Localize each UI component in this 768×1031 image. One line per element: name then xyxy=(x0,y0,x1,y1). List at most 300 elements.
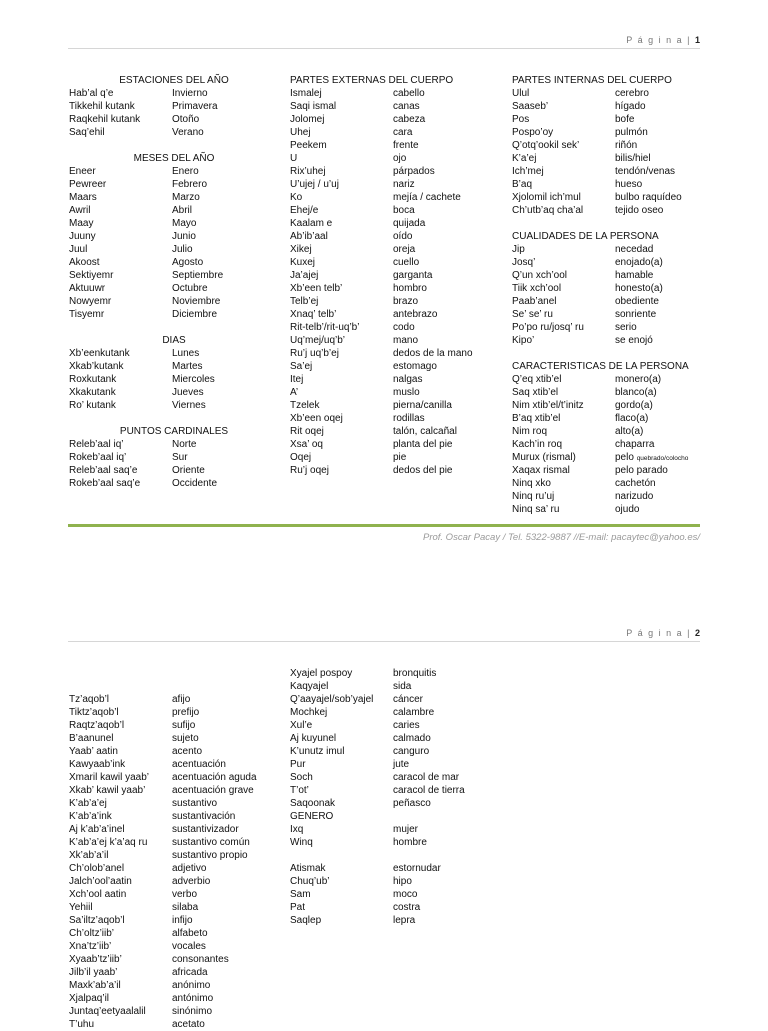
spanish-translation xyxy=(172,477,217,490)
spanish-translation xyxy=(393,321,415,334)
qeqchi-term: Q’aayajel/sob’yajel xyxy=(290,694,374,705)
vocab-row xyxy=(290,191,500,204)
spanish-translation xyxy=(172,992,213,1005)
page-number: 1 xyxy=(694,35,700,45)
qeqchi-term: Jip xyxy=(512,244,525,255)
vocab-row xyxy=(69,204,279,217)
translation-text: serio xyxy=(615,322,637,333)
translation-text: oreja xyxy=(393,244,416,255)
spanish-translation xyxy=(172,966,208,979)
spanish-translation xyxy=(393,334,418,347)
spanish-translation xyxy=(172,784,254,797)
qeqchi-term: Saqlep xyxy=(290,915,322,926)
translation-text: nariz xyxy=(393,179,415,190)
spanish-translation xyxy=(615,139,637,152)
qeqchi-term: Xkakutank xyxy=(69,387,116,398)
spanish-translation xyxy=(172,399,206,412)
spanish-translation xyxy=(172,464,205,477)
qeqchi-term: Uq’mej/uq’b’ xyxy=(290,335,346,346)
spanish-translation xyxy=(393,464,453,477)
vocab-row xyxy=(69,308,279,321)
spanish-translation xyxy=(172,217,196,230)
qeqchi-term: Xaqax rismal xyxy=(512,465,570,476)
qeqchi-term: K’ab’a’ink xyxy=(69,811,112,822)
qeqchi-term: Pewreer xyxy=(69,179,107,190)
spanish-translation xyxy=(615,152,651,165)
qeqchi-term: K’unutz imul xyxy=(290,746,345,757)
spanish-translation xyxy=(615,373,661,386)
qeqchi-term: Releb’aal saq’e xyxy=(69,465,138,476)
spanish-translation xyxy=(172,282,208,295)
spacer xyxy=(290,849,500,862)
qeqchi-term: Ismalej xyxy=(290,88,322,99)
spanish-translation xyxy=(172,875,210,888)
spanish-translation xyxy=(172,810,235,823)
qeqchi-term: Se’ se’ ru xyxy=(512,309,553,320)
qeqchi-term: Xikej xyxy=(290,244,312,255)
spanish-translation xyxy=(393,308,437,321)
vocab-row xyxy=(290,667,500,680)
translation-text: Invierno xyxy=(172,88,208,99)
vocab-row xyxy=(290,217,500,230)
spanish-translation xyxy=(393,412,425,425)
vocab-row xyxy=(69,256,279,269)
qeqchi-term: Juntaq’eetyaalalil xyxy=(69,1006,146,1017)
translation-text: Jueves xyxy=(172,387,204,398)
translation-text: sustantivizador xyxy=(172,824,239,835)
qeqchi-term: Yaab’ aatin xyxy=(69,746,118,757)
qeqchi-term: Josq’ xyxy=(512,257,536,268)
qeqchi-term: Xb’een telb’ xyxy=(290,283,343,294)
spanish-translation xyxy=(393,282,427,295)
spanish-translation xyxy=(172,914,193,927)
spanish-translation xyxy=(615,282,663,295)
page-label: P á g i n a xyxy=(626,628,684,638)
spanish-translation xyxy=(393,784,465,797)
translation-text: Septiembre xyxy=(172,270,224,281)
qeqchi-term: Winq xyxy=(290,837,313,848)
qeqchi-term: A’ xyxy=(290,387,299,398)
translation-text: talón, calcañal xyxy=(393,426,457,437)
vocab-row xyxy=(69,217,279,230)
translation-text: frente xyxy=(393,140,419,151)
translation-text: anónimo xyxy=(172,980,211,991)
qeqchi-term: Q’un xch’ool xyxy=(512,270,568,281)
vocab-row xyxy=(69,693,279,706)
translation-text: cara xyxy=(393,127,413,138)
vocab-row xyxy=(69,1005,279,1018)
translation-text: sujeto xyxy=(172,733,199,744)
qeqchi-term: Rit oqej xyxy=(290,426,324,437)
spanish-translation xyxy=(393,875,412,888)
spanish-translation xyxy=(172,849,248,862)
qeqchi-term: Sa’iltz’aqob’l xyxy=(69,915,125,926)
qeqchi-term: Ninq ru’uj xyxy=(512,491,555,502)
vocab-row xyxy=(69,113,279,126)
qeqchi-term: Itej xyxy=(290,374,304,385)
spanish-translation xyxy=(615,269,653,282)
translation-text: sustantivación xyxy=(172,811,236,822)
qeqchi-term: Xch’ool aatin xyxy=(69,889,127,900)
vocab-row xyxy=(512,139,712,152)
qeqchi-term: Juul xyxy=(69,244,88,255)
translation-text: costra xyxy=(393,902,421,913)
qeqchi-term: Xk’ab’a’il xyxy=(69,850,109,861)
translation-text: afijo xyxy=(172,694,191,705)
spanish-translation xyxy=(172,308,217,321)
spanish-translation xyxy=(615,126,648,139)
qeqchi-term: Jolomej xyxy=(290,114,325,125)
qeqchi-term: Xkab’kutank xyxy=(69,361,124,372)
spanish-translation xyxy=(172,1018,205,1031)
spanish-translation xyxy=(615,178,642,191)
qeqchi-term: Saaseb’ xyxy=(512,101,549,112)
qeqchi-term: Xb’een oqej xyxy=(290,413,343,424)
qeqchi-term: Ru’j uq’b’ej xyxy=(290,348,339,359)
qeqchi-term: Uhej xyxy=(290,127,311,138)
qeqchi-term: Rit-telb’/rit-uq’b’ xyxy=(290,322,360,333)
qeqchi-term: Ninq xko xyxy=(512,478,551,489)
qeqchi-term: Xnaq’ telb’ xyxy=(290,309,337,320)
qeqchi-term: Q’otq’ookil sek’ xyxy=(512,140,580,151)
vocab-row xyxy=(290,308,500,321)
vocab-row xyxy=(69,386,279,399)
vocab-row xyxy=(69,178,279,191)
qeqchi-term: Kaalam e xyxy=(290,218,333,229)
translation-text: Norte xyxy=(172,439,197,450)
vocab-row xyxy=(512,178,712,191)
vocab-row xyxy=(69,347,279,360)
qeqchi-term: Chuq’ub’ xyxy=(290,876,330,887)
vocab-row xyxy=(290,386,500,399)
vocab-row xyxy=(69,719,279,732)
vocab-row xyxy=(290,823,500,836)
vocab-row xyxy=(512,490,712,503)
translation-text: mano xyxy=(393,335,419,346)
vocab-row xyxy=(69,282,279,295)
page-label: P á g i n a xyxy=(626,35,684,45)
vocab-row xyxy=(69,979,279,992)
spanish-translation xyxy=(172,360,203,373)
vocab-row xyxy=(69,940,279,953)
translation-text: cerebro xyxy=(615,88,649,99)
qeqchi-term: Xul’e xyxy=(290,720,313,731)
qeqchi-term: Ulul xyxy=(512,88,530,99)
page-separator: | xyxy=(687,35,691,45)
vocab-row xyxy=(512,438,712,451)
spanish-translation xyxy=(172,204,192,217)
spanish-translation xyxy=(172,451,188,464)
translation-text: bulbo raquídeo xyxy=(615,192,682,203)
spanish-translation xyxy=(393,823,418,836)
translation-text: acetato xyxy=(172,1019,205,1030)
qeqchi-term: Paab’anel xyxy=(512,296,557,307)
spanish-translation xyxy=(393,425,457,438)
qeqchi-term: Awril xyxy=(69,205,91,216)
translation-text: Verano xyxy=(172,127,204,138)
translation-text: sinónimo xyxy=(172,1006,213,1017)
translation-text: pulmón xyxy=(615,127,648,138)
vocab-row xyxy=(512,165,712,178)
translation-text: se enojó xyxy=(615,335,653,346)
translation-text: estomago xyxy=(393,361,437,372)
qeqchi-term: U xyxy=(290,153,298,164)
spanish-translation xyxy=(172,758,226,771)
vocab-row xyxy=(290,732,500,745)
translation-text: bilis/hiel xyxy=(615,153,651,164)
vocab-row xyxy=(512,256,712,269)
spanish-translation xyxy=(615,386,657,399)
translation-text: dedos de la mano xyxy=(393,348,473,359)
spanish-translation xyxy=(393,386,420,399)
qeqchi-term: Nim roq xyxy=(512,426,548,437)
spanish-translation xyxy=(393,178,415,191)
spanish-translation xyxy=(172,347,199,360)
vocab-row xyxy=(69,914,279,927)
translation-text: Agosto xyxy=(172,257,204,268)
translation-text: garganta xyxy=(393,270,433,281)
spanish-translation xyxy=(172,823,239,836)
spanish-translation xyxy=(393,165,435,178)
vocab-row xyxy=(512,113,712,126)
qeqchi-term: Ko xyxy=(290,192,303,203)
qeqchi-term: Ch’oltz’iib’ xyxy=(69,928,115,939)
spanish-translation xyxy=(172,100,218,113)
vocab-row xyxy=(290,152,500,165)
section-heading: ESTACIONES DEL AÑO xyxy=(119,75,229,86)
page-footer: Prof. Oscar Pacay / Tel. 5322-9887 //E-mail: pacaytec@yahoo.es/ xyxy=(422,532,700,543)
qeqchi-term: Pospo’oy xyxy=(512,127,554,138)
grammar-terms-column xyxy=(69,693,279,1031)
vocab-row xyxy=(69,165,279,178)
internal-body-qualities-column xyxy=(512,74,712,516)
spanish-translation xyxy=(393,230,412,243)
vocab-row xyxy=(69,875,279,888)
translation-text: Marzo xyxy=(172,192,200,203)
vocab-row xyxy=(290,295,500,308)
qeqchi-term: Xjolomil ich’mul xyxy=(512,192,581,203)
spanish-translation xyxy=(172,243,193,256)
vocab-row xyxy=(69,771,279,784)
vocab-row xyxy=(290,680,500,693)
spanish-translation xyxy=(393,693,423,706)
spanish-translation xyxy=(393,399,452,412)
translation-text: gordo(a) xyxy=(615,400,653,411)
vocab-row xyxy=(69,464,279,477)
spanish-translation xyxy=(615,113,634,126)
qeqchi-term: Xyajel pospoy xyxy=(290,668,353,679)
translation-text: blanco(a) xyxy=(615,387,657,398)
qeqchi-term: Xb’eenkutank xyxy=(69,348,130,359)
qeqchi-term: Ich’mej xyxy=(512,166,544,177)
spanish-translation xyxy=(393,745,429,758)
vocab-row xyxy=(290,399,500,412)
qeqchi-term: Aktuuwr xyxy=(69,283,106,294)
qeqchi-term: Maxk’ab’a’il xyxy=(69,980,121,991)
qeqchi-term: Xjalpaq’il xyxy=(69,993,110,1004)
translation-text: cabello xyxy=(393,88,425,99)
spanish-translation xyxy=(393,706,434,719)
translation-text: alfabeto xyxy=(172,928,208,939)
qeqchi-term: Yehiil xyxy=(69,902,93,913)
seasons-months-days-column xyxy=(69,74,279,490)
spanish-translation xyxy=(172,230,196,243)
vocab-row xyxy=(69,862,279,875)
spanish-translation xyxy=(615,399,653,412)
translation-text: infijo xyxy=(172,915,193,926)
spanish-translation xyxy=(393,862,441,875)
vocab-row xyxy=(69,191,279,204)
spanish-translation xyxy=(393,732,431,745)
section-heading: CUALIDADES DE LA PERSONA xyxy=(512,231,659,242)
translation-text: codo xyxy=(393,322,415,333)
vocab-row xyxy=(290,771,500,784)
translation-text: consonantes xyxy=(172,954,229,965)
spanish-translation xyxy=(393,360,437,373)
spanish-translation xyxy=(615,490,653,503)
qeqchi-term: Ehej/e xyxy=(290,205,319,216)
qeqchi-term: Tikkehil kutank xyxy=(69,101,135,112)
spanish-translation xyxy=(393,256,419,269)
illness-misc-terms-column xyxy=(290,667,500,927)
translation-text: necedad xyxy=(615,244,654,255)
translation-text: pelo parado xyxy=(615,465,668,476)
spacer xyxy=(69,139,279,152)
section-heading: PUNTOS CARDINALES xyxy=(119,426,229,437)
qeqchi-term: Aj k’ab’a’inel xyxy=(69,824,125,835)
spanish-translation xyxy=(393,243,415,256)
translation-text: párpados xyxy=(393,166,435,177)
spanish-translation xyxy=(615,191,682,204)
spanish-translation xyxy=(615,100,646,113)
vocab-row xyxy=(290,425,500,438)
translation-text: ojo xyxy=(393,153,407,164)
qeqchi-term: Pos xyxy=(512,114,530,125)
qeqchi-term: Hab’al q’e xyxy=(69,88,114,99)
spanish-translation xyxy=(172,745,202,758)
vocab-row xyxy=(290,438,500,451)
vocab-row xyxy=(290,347,500,360)
vocab-row xyxy=(290,204,500,217)
vocab-row xyxy=(290,888,500,901)
translation-text: ojudo xyxy=(615,504,640,515)
vocab-row xyxy=(290,706,500,719)
spanish-translation xyxy=(615,451,688,465)
vocab-row xyxy=(69,360,279,373)
spanish-translation xyxy=(172,126,204,139)
vocab-row xyxy=(69,1018,279,1031)
qeqchi-term: K’ab’a’ej k’a’aq ru xyxy=(69,837,148,848)
vocab-row xyxy=(512,321,712,334)
vocab-row xyxy=(69,732,279,745)
translation-text: hombre xyxy=(393,837,427,848)
vocab-row xyxy=(290,901,500,914)
spanish-translation xyxy=(393,680,411,693)
vocab-row xyxy=(69,126,279,139)
translation-text: alto(a) xyxy=(615,426,644,437)
qeqchi-term: Rokeb’aal saq’e xyxy=(69,478,141,489)
qeqchi-term: Nowyemr xyxy=(69,296,112,307)
spanish-translation xyxy=(393,126,412,139)
vocab-row xyxy=(512,87,712,100)
translation-text: Miercoles xyxy=(172,374,215,385)
qeqchi-term: Tzelek xyxy=(290,400,320,411)
vocab-row xyxy=(69,758,279,771)
spanish-translation xyxy=(615,256,663,269)
spanish-translation xyxy=(393,667,436,680)
spanish-translation xyxy=(172,732,199,745)
translation-text: peñasco xyxy=(393,798,431,809)
translation-text: africada xyxy=(172,967,208,978)
external-body-parts-column xyxy=(290,74,500,477)
vocab-row xyxy=(69,901,279,914)
spanish-translation xyxy=(615,464,668,477)
vocab-row xyxy=(69,836,279,849)
translation-text: verbo xyxy=(172,889,198,900)
translation-text: Diciembre xyxy=(172,309,218,320)
vocab-row xyxy=(69,797,279,810)
qeqchi-term: B’aq xyxy=(512,179,533,190)
qeqchi-term: Ch’olob’anel xyxy=(69,863,125,874)
qeqchi-term: T’ot’ xyxy=(290,785,309,796)
translation-text: acento xyxy=(172,746,203,757)
translation-text: pelo xyxy=(615,452,634,463)
qeqchi-term: Rix’uhej xyxy=(290,166,326,177)
vocab-row xyxy=(69,745,279,758)
translation-text: Julio xyxy=(172,244,193,255)
translation-text: tendón/venas xyxy=(615,166,676,177)
spanish-translation xyxy=(393,204,415,217)
qeqchi-term: Pur xyxy=(290,759,306,770)
translation-text: flaco(a) xyxy=(615,413,649,424)
vocab-row xyxy=(290,269,500,282)
translation-text: chaparra xyxy=(615,439,655,450)
vocab-row xyxy=(290,464,500,477)
translation-text: rodillas xyxy=(393,413,425,424)
spanish-translation xyxy=(172,295,220,308)
qeqchi-term: Sektiyemr xyxy=(69,270,114,281)
vocab-row xyxy=(69,953,279,966)
spanish-translation xyxy=(393,217,425,230)
translation-text: boca xyxy=(393,205,415,216)
qeqchi-term: Tiktz’aqob’l xyxy=(69,707,119,718)
spanish-translation xyxy=(172,836,250,849)
vocab-row xyxy=(290,178,500,191)
spacer xyxy=(512,347,712,360)
translation-text: Enero xyxy=(172,166,199,177)
vocab-row xyxy=(512,269,712,282)
spanish-translation xyxy=(393,191,461,204)
vocab-row xyxy=(512,399,712,412)
header-divider xyxy=(68,48,700,49)
translation-text: caracol de mar xyxy=(393,772,460,783)
qeqchi-term: Po’po ru/josq’ ru xyxy=(512,322,584,333)
translation-text: Noviembre xyxy=(172,296,221,307)
vocab-row xyxy=(290,126,500,139)
qeqchi-term: Murux (rismal) xyxy=(512,452,576,463)
qeqchi-term: Telb’ej xyxy=(290,296,319,307)
translation-text: narizudo xyxy=(615,491,654,502)
page-number: 2 xyxy=(694,628,700,638)
translation-text: dedos del pie xyxy=(393,465,453,476)
translation-text: caracol de tierra xyxy=(393,785,465,796)
spanish-translation xyxy=(172,178,207,191)
vocab-row xyxy=(290,256,500,269)
translation-text: pierna/canilla xyxy=(393,400,452,411)
vocab-row xyxy=(512,100,712,113)
spanish-translation xyxy=(615,412,648,425)
translation-text: antónimo xyxy=(172,993,214,1004)
